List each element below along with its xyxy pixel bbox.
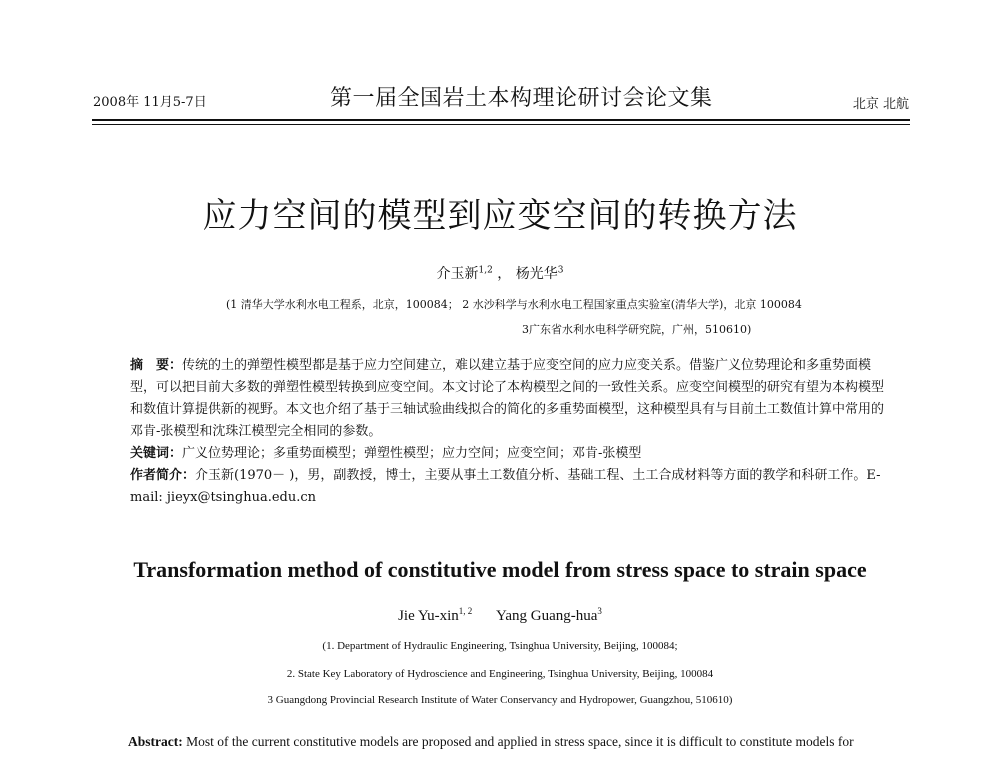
- keywords-cn-text: 广义位势理论；多重势面模型；弹塑性模型；应力空间；应变空间；邓肯-张模型: [182, 446, 642, 461]
- abstract-cn-text: 传统的土的弹塑性模型都是基于应力空间建立，难以建立基于应变空间的应力应变关系。借鉴广义位势理论和多重势面模型，可以把目前大多数的弹塑性模型转换到应变空间。本文讨论了本构模型之间的一致性关系。应变空间模型的研究有望为本构模型和数值计算提供新的视野。本文也介绍了基于三轴试验曲线拟合的简化的多重势面模型，这种模型具有与目前土工数值计算中常用的邓肯-张模型和沈珠江模型完全相同的参数。: [130, 358, 885, 439]
- abstract-en-text: Most of the current constitutive models are proposed and applied in stress space, since it is difficult to constitute models for: [186, 734, 854, 749]
- abstract-cn: [130, 355, 884, 443]
- author-cn-1-sup: 1,2: [478, 265, 493, 276]
- affiliation-en-1: (1. Department of Hydraulic Engineering, Tsinghua University, Beijing, 100084;: [322, 640, 678, 652]
- abstract-en-label: Abstract:: [128, 734, 183, 749]
- affiliation-cn-line1: (1 清华大学水利水电工程系，北京，100084； 2 水沙科学与水利水电工程国家重点实验室(清华大学)，北京 100084: [226, 298, 802, 311]
- header-proceedings-title: 第一届全国岩土本构理论研讨会论文集: [330, 86, 713, 111]
- paper-title-en: Transformation method of constitutive model from stress space to strain space: [133, 557, 867, 582]
- abstract-cn-block: [130, 355, 884, 509]
- affiliation-cn-line2: 3广东省水利水电科学研究院，广州，510610): [522, 323, 752, 336]
- keywords-cn-label: 关键词：: [130, 446, 183, 461]
- header-rule-thin: [92, 124, 910, 125]
- bio-cn-text: 介玉新(1970－ )，男，副教授，博士，主要从事土工数值分析、基础工程、土工合成材料等方面的教学和科研工作。E-mail: jieyx@tsinghua.edu.cn: [130, 468, 881, 505]
- author-cn-2-sup: 3: [557, 265, 564, 276]
- author-cn-1: 介玉新: [436, 266, 479, 282]
- abstract-cn-label: 摘 要：: [130, 358, 183, 373]
- header-rule-thick: [92, 119, 910, 121]
- author-en-2: Yang Guang-hua$^3$: [496, 606, 602, 624]
- header-location: 北京 北航: [852, 97, 909, 112]
- author-en-1: Jie Yu-xin$^{1, 2}$: [398, 606, 473, 624]
- header-date: 2008年 11月5-7日: [93, 95, 207, 110]
- affiliation-en-2: 2. State Key Laboratory of Hydroscience and Engineering, Tsinghua University, Beijing, 100084: [286, 668, 714, 680]
- authors-cn: 介玉新$^{1,2}$ ， 杨光华$^3$: [436, 265, 564, 282]
- abstract-en: [128, 734, 888, 750]
- affiliation-en-3: 3 Guangdong Provincial Research Institute of Water Conservancy and Hydropower, Guangzhou, 510610): [267, 694, 733, 706]
- bio-cn-label: 作者简介：: [130, 468, 196, 483]
- keywords-cn: [130, 443, 884, 465]
- author-bio-cn: [130, 465, 884, 509]
- authors-en: [0, 606, 1000, 625]
- paper-title-cn: 应力空间的模型到应变空间的转换方法: [202, 196, 798, 236]
- author-cn-2: 杨光华: [515, 266, 558, 282]
